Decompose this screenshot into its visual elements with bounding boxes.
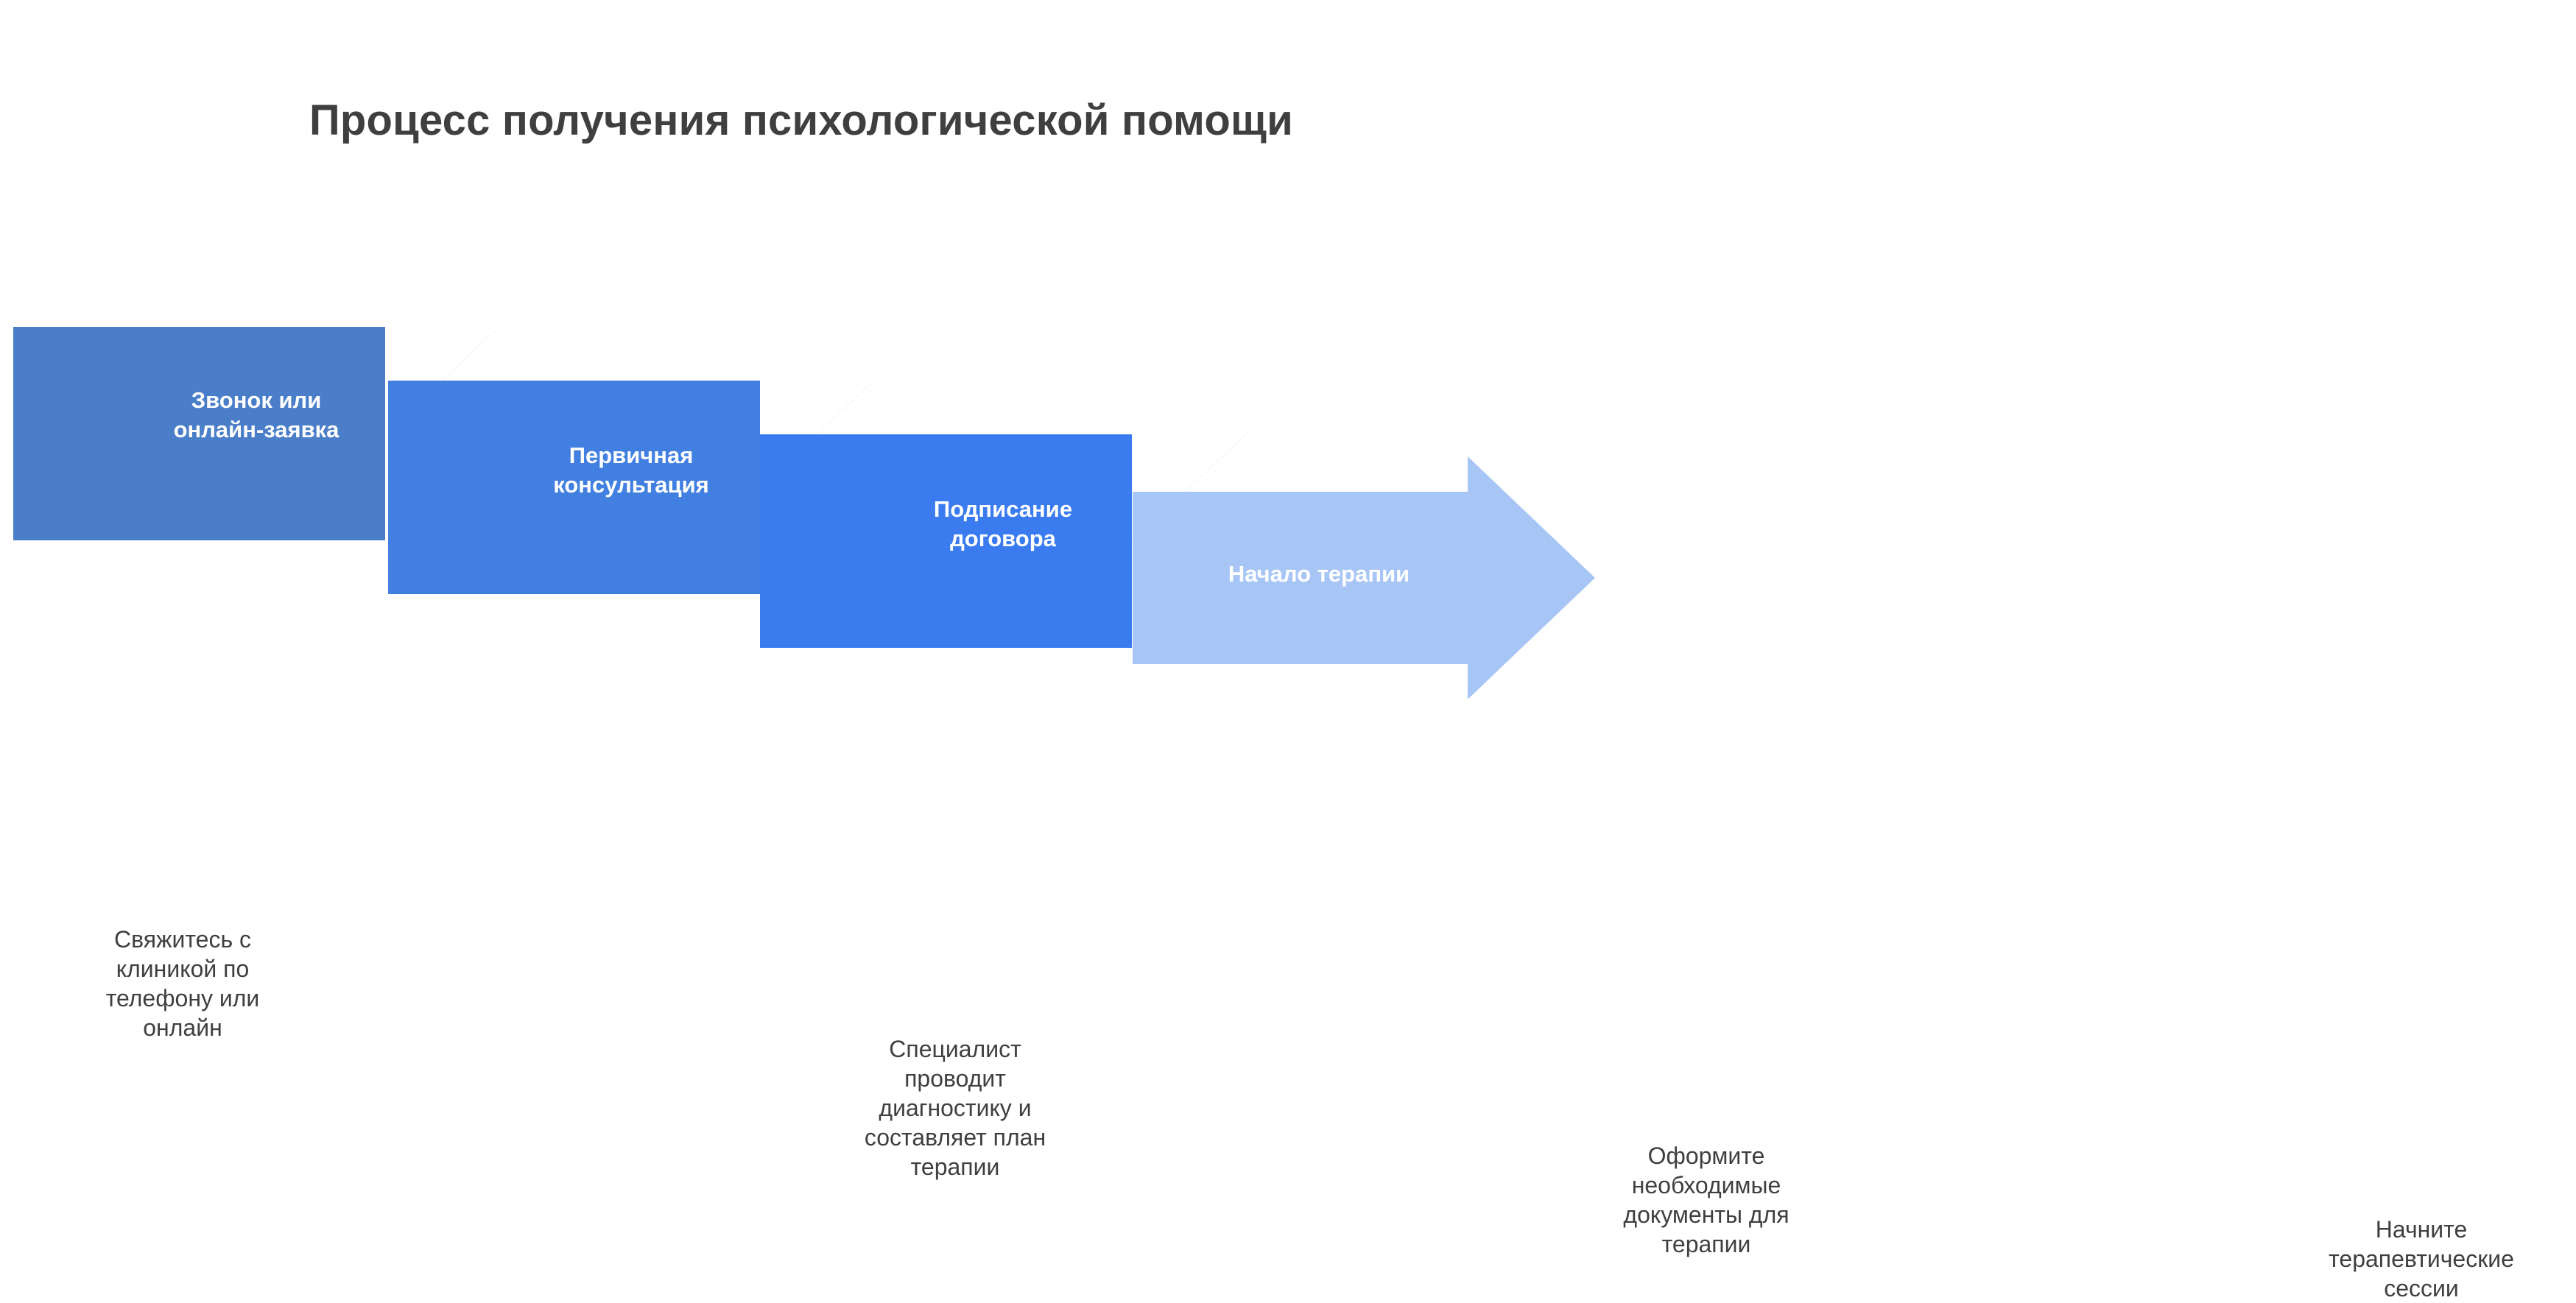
page-title: Процесс получения психологической помощи bbox=[309, 96, 1294, 144]
step-4-description: Начните терапевтические сессии bbox=[2329, 1216, 2514, 1302]
step-2-description: Специалист проводит диагностику и составляет план терапии bbox=[864, 1036, 1046, 1180]
step-2-label: Первичная консультация bbox=[553, 442, 709, 498]
step-4-label: Начало терапии bbox=[1228, 561, 1410, 587]
step-1-label: Звонок или онлайн-заявка bbox=[173, 387, 339, 443]
step-1-description: Свяжитесь с клиникой по телефону или онлайн bbox=[105, 926, 260, 1041]
step-3-description: Оформите необходимые документы для терапии bbox=[1623, 1143, 1790, 1257]
step-3-label: Подписание договора bbox=[933, 496, 1073, 552]
